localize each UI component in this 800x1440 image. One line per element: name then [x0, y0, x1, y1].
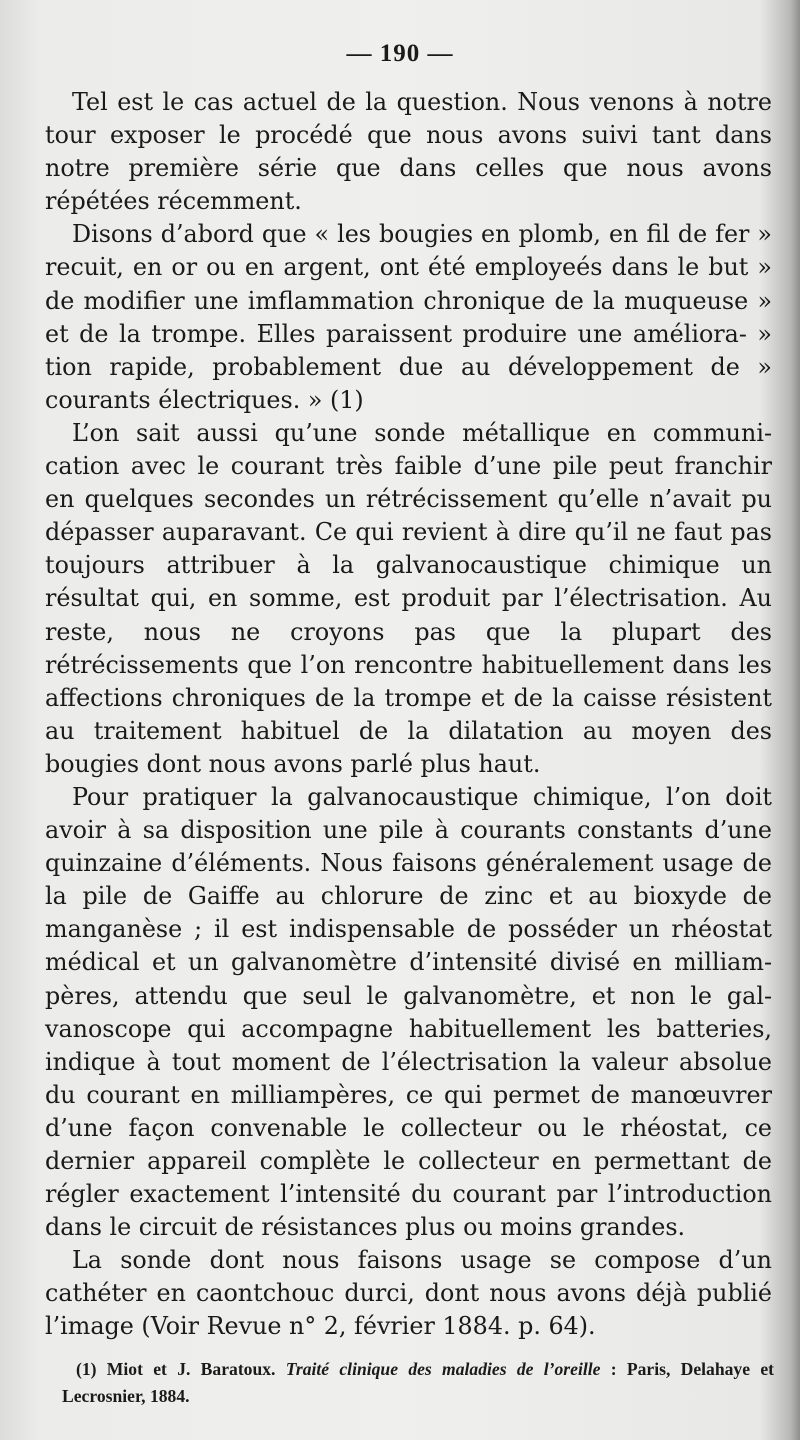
page-number: — 190 —	[346, 40, 454, 67]
footnote-marker: (1) Miot et J. Baratoux.	[76, 1359, 276, 1379]
footnote-publisher: : Paris, Delahaye et Lecrosnier, 1884.	[62, 1359, 774, 1406]
footnote	[62, 1356, 774, 1410]
footnote-title: Traité clinique des maladies de l’oreille	[285, 1359, 601, 1379]
paragraph-3: L’on sait aussi qu’une sonde métallique en communication avec le courant très faible d’une pile peut franchir en quelques secondes un rétrécissement qu’elle n’avait pu dépasser auparavant. Ce qui revient à dire qu’il ne faut pas toujours attribuer à la galvanocaustique chimique un résultat qui, en somme, est produit par l’électrisation. Au reste, nous ne croyons pas que la plupart des rétrécissements que l’on rencontre habituellement dans les affections chroniques de la trompe et de la caisse résistent au traitement habituel de la dilatation au moyen des bougies dont nous avons parlé plus haut.	[45, 418, 772, 778]
paragraph-1: Tel est le cas actuel de la question. Nous venons à notre tour exposer le procédé que nous avons suivi tant dans notre première série que dans celles que nous avons répétées récemment.	[45, 88, 772, 216]
paragraph-4: Pour pratiquer la galvanocaustique chimique, l’on doit avoir à sa disposition une pile à courants constants d’une quinzaine d’éléments. Nous faisons généralement usage de la pile de Gaiffe au chlorure de zinc et au bioxyde de manganèse ; il est indispensable de posséder un rhéostat médical et un galvanomètre d’intensité divisé en milliampères, attendu que seul le galvanomètre, et non le galvanoscope qui accompagne habituellement les batteries, indique à tout moment de l’électrisation la valeur absolue du courant en milliampères, ce qui permet de manœuvrer d’une façon convenable le collecteur ou le rhéostat, ce dernier appareil complète le collecteur en permettant de régler exactement l’intensité du courant par l’introduction dans le circuit de résistances plus ou moins grandes.	[45, 782, 772, 1242]
paragraph-2: Disons d’abord que « les bougies en plomb, en fil de fer » recuit, en or ou en argent, ont été employeés dans le but » de modifier une imflammation chronique de la muqueuse » et de la trompe. Elles paraissent produire une améliora- » tion rapide, probablement due au développement de » courants électriques. » (1)	[45, 220, 772, 414]
paragraph-5: La sonde dont nous faisons usage se compose d’un cathéter en caontchouc durci, dont nous avons déjà publié l’image (Voir Revue n° 2, février 1884. p. 64).	[45, 1246, 772, 1341]
body-text	[45, 86, 772, 1344]
